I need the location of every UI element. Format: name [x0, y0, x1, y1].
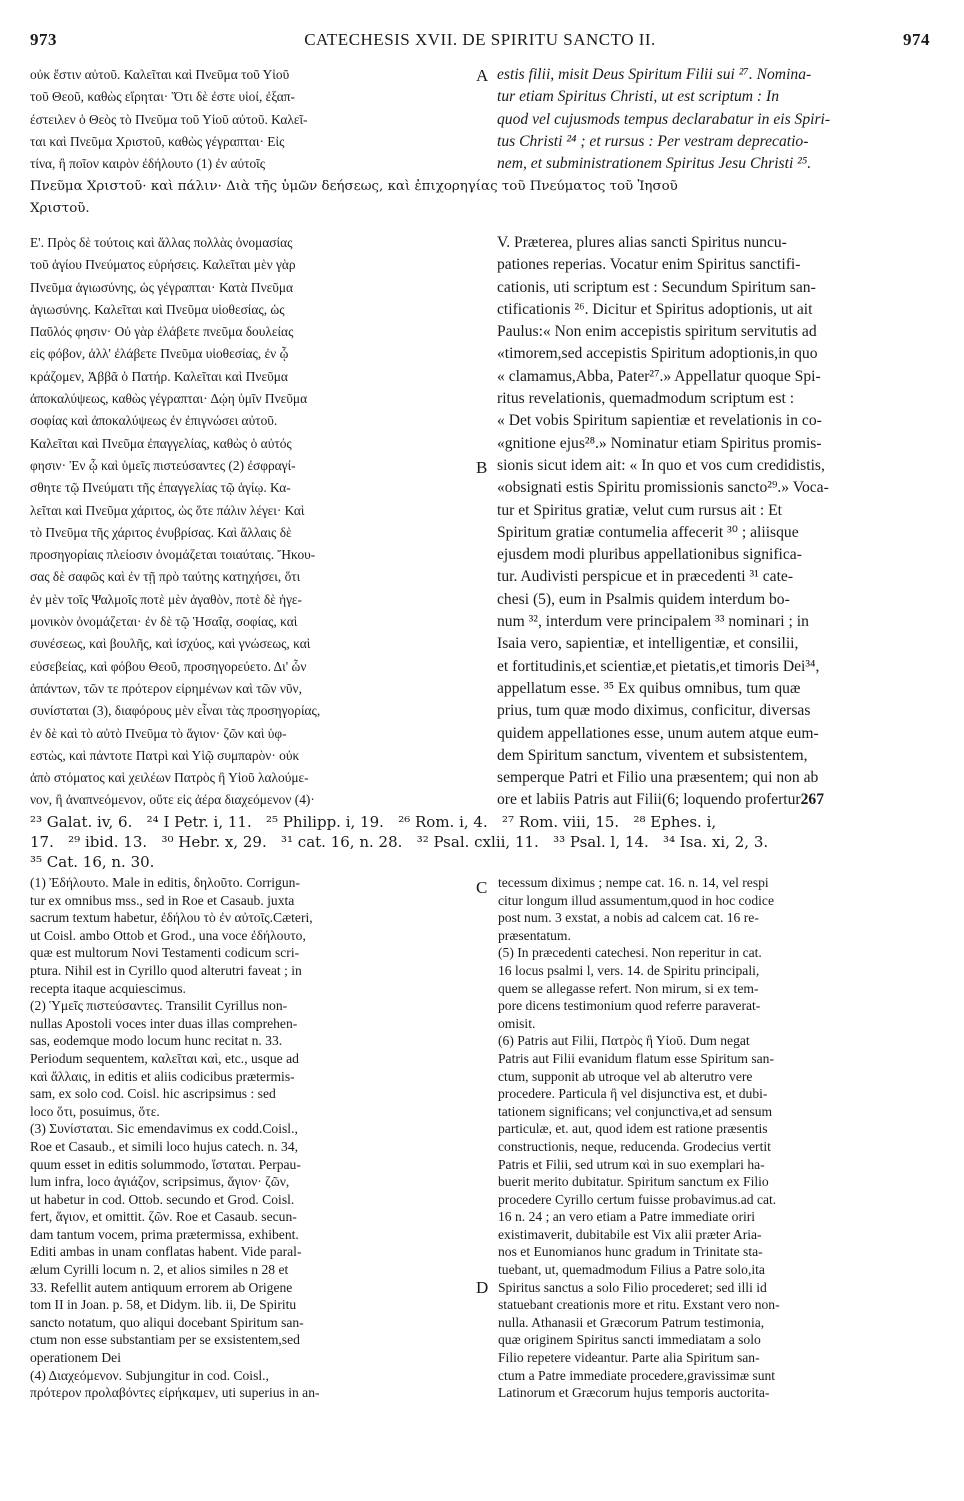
note-line: quæ est multorum Novi Testamenti codicum scri- — [30, 945, 300, 961]
note-line: sas, eodemque modo locum hunc recitat n. 33. — [30, 1033, 283, 1049]
greek-line: ἀπὸ στόματος καὶ χειλέων Πατρὸς ἢ Υἱοῦ λαλούμε- — [30, 770, 309, 786]
latin-line: quidem appellationes esse, unum autem atque eum- — [497, 724, 819, 742]
note-line: loco ὅτι, posuimus, ὅτε. — [30, 1103, 160, 1119]
note-line: πρότερον προλαβόντες εἰρήκαμεν, uti superius in an- — [30, 1385, 320, 1401]
greek-line: σας δὲ σαφῶς καὶ ἐν τῇ πρὸ ταύτης κατηχήσει, ὅτι — [30, 569, 301, 585]
greek-line: κράζομεν, Ἀββᾶ ὁ Πατήρ. Καλεῖται καὶ Πνεῦμα — [30, 368, 288, 384]
note-line: Patris aut Filii evanidum flatum esse Spiritum san- — [498, 1050, 774, 1066]
greek-line: εὐσεβείας, καὶ φόβου Θεοῦ, προσηγορεύετο. Δι' ὧν — [30, 658, 307, 674]
latin-line: dem Spiritum sanctum, viventem et subsistentem, — [497, 746, 808, 764]
greek-line: φησιν· Ἐν ᾧ καὶ ὑμεῖς πιστεύσαντες (2) ἐσφραγί- — [30, 457, 296, 473]
footnote-line: ²³ Galat. iv, 6. ²⁴ I Petr. i, 11. ²⁵ Philipp. i, 19. ²⁶ Rom. i, 4. ²⁷ Rom. viii, 15. ²⁸ Ephes. i, — [30, 813, 717, 831]
note-line: tationem significans; vel conjunctiva,et ad sensum — [498, 1103, 773, 1119]
greek-line: Ε'. Πρὸς δὲ τούτοις καὶ ἄλλας πολλὰς ὀνομασίας — [30, 235, 293, 250]
greek-line: τίνα, ἢ ποῖον καιρὸν ἐδήλουτο (1) ἐν αὐτοῖς — [30, 156, 266, 172]
note-line: ælum Cyrilli locum n. 2, et alios similes n 28 et — [30, 1262, 289, 1278]
latin-line: ejusdem modi pluribus appellationibus significa- — [497, 546, 802, 564]
note-line: Periodum sequentem, καλεῖται καὶ, etc., usque ad — [30, 1050, 299, 1066]
latin-line: Spiritum gratiæ contumelia affecerit ³⁰ ; aliisque — [497, 523, 799, 541]
note-line: recepta itaque acquiescimus. — [30, 980, 186, 996]
note-line: sam, ex solo cod. Coisl. hic ascripsimus : sed — [30, 1086, 276, 1102]
note-line: (4) Διαχεόμενον. Subjungitur in cod. Coisl., — [30, 1367, 269, 1383]
note-line: ctum, supponit ab utroque vel ab alterutro vere — [498, 1068, 753, 1084]
note-line: statuebant creationis more et ritu. Exstant vero non- — [498, 1297, 780, 1313]
note-line: Spiritus sanctus a solo Filio procederet; sed illi id — [498, 1279, 767, 1295]
margin-marker-d: D — [476, 1278, 489, 1297]
greek-line: μονικὸν ὀνομάζεται· ἐν δὲ τῷ Ἡσαΐᾳ, σοφίας, καὶ — [30, 614, 298, 630]
note-line: (3) Συνίσταται. Sic emendavimus ex codd.Coisl., — [30, 1121, 298, 1137]
note-line: (6) Patris aut Filii, Πατρὸς ἢ Υἱοῦ. Dum negat — [498, 1033, 750, 1049]
note-line: procedere. Particula ἢ vel disjunctiva est, et dubi- — [498, 1086, 768, 1102]
latin-line: ore et labiis Patris aut Filii(6; loquendo profertur267 — [497, 791, 824, 809]
footnote-line: 17. ²⁹ ibid. 13. ³⁰ Hebr. x, 29. ³¹ cat. 16, n. 28. ³² Psal. cxlii, 11. ³³ Psal. l, 14. ³⁴ Isa. xi, 2, 3. — [30, 833, 769, 851]
latin-line: tus Christi ²⁴ ; et rursus : Per vestram deprecatio- — [497, 132, 809, 150]
greek-line: τοῦ Θεοῦ, καθὼς εἴρηται· Ὅτι δὲ ἐστε υἱοί, ἐξαπ- — [30, 89, 296, 105]
latin-line: estis filii, misit Deus Spiritum Filii sui ²⁷. Nomina- — [497, 66, 812, 83]
latin-text-top — [497, 64, 935, 175]
greek-line: ἐν δὲ καὶ τὸ αὐτὸ Πνεῦμα τὸ ἅγιον· ζῶν καὶ ὑφ- — [30, 725, 287, 741]
latin-line: ctificationis ²⁶. Dicitur et Spiritus adoptionis, ut ait — [497, 300, 813, 318]
margin-marker-c: C — [476, 878, 488, 897]
page-number-right: 974 — [903, 30, 930, 49]
greek-line: συνίσταται (3), διαφόρους μὲν εἶναι τὰς προσηγορίας, — [30, 703, 321, 719]
latin-line: tur et Spiritus gratiæ, velut cum rursus ait : Et — [497, 501, 782, 519]
greek-text-full-width — [30, 176, 935, 221]
note-line: (5) In præcedenti catechesi. Non reperitur in cat. — [498, 945, 762, 961]
page-number-left: 973 — [30, 30, 57, 49]
note-line: procedere Cyrillo certum fuisse probavimus.ad cat. — [498, 1191, 777, 1207]
note-line: pore dicens testimonium quod referre paraverat- — [498, 998, 761, 1014]
note-line: ctum a Patre immediate procedere,gravissimæ sunt — [498, 1367, 776, 1383]
latin-line: num ³², interdum vere principalem ³³ nominari ; in — [497, 613, 809, 631]
greek-line: λεῖται καὶ Πνεῦμα χάριτος, ὡς ὅτε πάλιν λέγει· Καὶ — [30, 502, 305, 518]
greek-text-top — [30, 64, 488, 175]
greek-text-main — [30, 232, 488, 812]
note-line: dam tantum vocem, prima prætermissa, exhibent. — [30, 1226, 299, 1242]
note-line: ptura. Nihil est in Cyrillo quod alterutri faveat ; in — [30, 962, 302, 978]
latin-line: sionis sicut idem ait: « In quo et vos cum credidistis, — [497, 456, 825, 474]
running-title: CATECHESIS XVII. DE SPIRITU SANCTO II. — [304, 30, 656, 49]
note-line: nos et Eunomianos hunc gradum in Trinitate sta- — [498, 1244, 763, 1260]
note-line: tur ex omnibus mss., sed in Roe et Casaub. juxta — [30, 892, 295, 908]
latin-line: « Det vobis Spiritum sapientiæ et revelationis in co- — [497, 412, 822, 430]
latin-line: et fortitudinis,et scientiæ,et pietatis,et timoris Dei³⁴, — [497, 657, 820, 675]
latin-line: V. Præterea, plures alias sancti Spiritus nuncu- — [497, 234, 787, 251]
note-line: 16 n. 24 ; an vero etiam a Patre immediate oriri — [498, 1209, 756, 1225]
note-line: 16 locus psalmi l, vers. 14. de Spiritu principali, — [498, 962, 760, 978]
greek-line: τοῦ ἁγίου Πνεύματος εὑρήσεις. Καλεῖται μὲν γὰρ — [30, 257, 296, 273]
greek-line: Καλεῖται καὶ Πνεῦμα ἐπαγγελίας, καθὼς ὁ αὐτός — [30, 435, 292, 451]
note-line: quum esset in editis solummodo, ἵσταται. Perpau- — [30, 1156, 301, 1172]
latin-line: Paulus:« Non enim accepistis spiritum servitutis ad — [497, 323, 817, 341]
greek-line: ἁπάντων, τῶν τε πρότερον εἰρημένων καὶ τῶν νῦν, — [30, 680, 302, 696]
note-line: citur longum illud assumentum,quod in hoc codice — [498, 892, 774, 908]
latin-line: pationes reperias. Vocatur enim Spiritus sanctifi- — [497, 256, 801, 274]
note-line: tuebant, ut, quemadmodum Filius a Patre solo,ita — [498, 1262, 765, 1278]
greek-line: ται καὶ Πνεῦμα Χριστοῦ, καθὼς γέγραπται· Εἰς — [30, 133, 285, 149]
greek-line: νον, ἢ ἀναπνεόμενον, οὔτε εἰς ἀέρα διαχεόμενον (4)· — [30, 792, 315, 808]
note-line: (2) Ὑμεῖς πιστεύσαντες. Transilit Cyrillus non- — [30, 998, 288, 1014]
latin-text-main — [497, 232, 935, 812]
latin-line: cationis, uti scriptum est : Secundum Spiritum san- — [497, 278, 816, 296]
greek-line: Χριστοῦ. — [30, 201, 90, 217]
page-break-mark: 267 — [800, 791, 824, 809]
note-line: tecessum diximus ; nempe cat. 16. n. 14, vel respi — [498, 875, 769, 890]
latin-line: prius, tum quæ modo diximus, conficitur, diversas — [497, 702, 811, 720]
note-line: Filio repetere videantur. Parte alia Spiritum san- — [498, 1350, 760, 1366]
note-line: post num. 3 exstat, a nobis ad calcem cat. 16 re- — [498, 910, 759, 926]
greek-line: ἁγιωσύνης. Καλεῖται καὶ Πνεῦμα υἱοθεσίας, ὡς — [30, 301, 285, 317]
latin-line: semperque Patri et Filio una præsentem; qui non ab — [497, 769, 819, 787]
note-line: 33. Refellit autem antiquum errorem ab Origene — [30, 1279, 293, 1295]
note-line: existimaverit, dubitabile est Vix alii præter Aria- — [498, 1226, 762, 1242]
note-line: nulla. Athanasii et Græcorum Patrum testimonia, — [498, 1314, 765, 1330]
note-line: operationem Dei — [30, 1350, 121, 1366]
note-line: (1) Ἐδήλουτο. Male in editis, δηλοῦτο. Corrigun- — [30, 875, 300, 890]
note-line: ut Coisl. ambo Ottob et Grod., una voce ἐδήλουτο, — [30, 927, 306, 943]
greek-line: έστειλεν ὁ Θεὸς τὸ Πνεῦμα τοῦ Υἱοῦ αὐτοῦ. Καλεῖ- — [30, 111, 308, 127]
greek-line: Πνεῦμα ἁγιωσύνης, ὡς γέγραπται· Κατὰ Πνεῦμα — [30, 279, 294, 295]
greek-line: ἐν μὲν τοῖς Ψαλμοῖς ποτὲ μὲν ἀγαθὸν, ποτὲ δὲ ἡγε- — [30, 591, 302, 607]
latin-line: «obsignati estis Spiritu promissionis sancto²⁹.» Voca- — [497, 479, 829, 497]
latin-line: tur etiam Spiritus Christi, ut est scriptum : In — [497, 88, 779, 106]
greek-line: οὐκ ἔστιν αὐτοῦ. Καλεῖται καὶ Πνεῦμα τοῦ Υἱοῦ — [30, 67, 290, 82]
latin-line: « clamamus,Abba, Pater²⁷.» Appellatur quoque Spi- — [497, 367, 821, 385]
note-line: ctum non esse substantiam per se exsistentem,sed — [30, 1332, 300, 1348]
note-line: particulæ, et. aut, quod idem est ratione præsentis — [498, 1121, 768, 1137]
note-line: fert, ἅγιον, et omittit. ζῶν. Roe et Casaub. secun- — [30, 1209, 297, 1225]
greek-line: Πνεῦμα Χριστοῦ· καὶ πάλιν· Διὰ τῆς ὑμῶν δεήσεως, καὶ ἐπιχορηγίας τοῦ Πνεύματος τοῦ Ἰησοῦ — [30, 179, 678, 194]
greek-line: σοφίας καὶ ἀποκαλύψεως ἐν ἐπιγνώσει αὐτοῦ. — [30, 413, 278, 429]
greek-line: συνέσεως, καὶ βουλῆς, καὶ ἰσχύος, καὶ γνώσεως, καὶ — [30, 636, 311, 652]
footnote-line: ³⁵ Cat. 16, n. 30. — [30, 853, 155, 871]
latin-line: appellatum esse. ³⁵ Ex quibus omnibus, tum quæ — [497, 679, 801, 697]
note-line: constructionis, neque, reducenda. Grodecius vertit — [498, 1138, 771, 1154]
note-line: Roe et Casaub., et simili loco hujus catech. n. 34, — [30, 1138, 299, 1154]
note-line: Latinorum et Græcorum hujus temporis auctorita- — [498, 1385, 770, 1401]
note-line: lum infra, loco ἁγιάζον, scripsimus, ἅγιον· ζῶν, — [30, 1174, 290, 1190]
note-line: καὶ ἄλλαις, in editis et aliis codicibus prætermis- — [30, 1068, 295, 1084]
page-header — [30, 30, 930, 54]
greek-line: σθητε τῷ Πνεύματι τῆς ἐπαγγελίας τῷ ἁγίῳ. Κα- — [30, 480, 291, 496]
latin-line: tur. Audivisti perspicue et in præcedenti ³¹ cate- — [497, 568, 794, 586]
greek-line: τὸ Πνεῦμα τῆς χάριτος ἐνυβρίσας. Καὶ ἄλλαις δὲ — [30, 524, 292, 540]
greek-line: εστὼς, καὶ πάντοτε Πατρὶ καὶ Υἱῷ συμπαρὸν· οὐκ — [30, 747, 300, 763]
note-line: Editi ambas in unam conflatas habent. Vide paral- — [30, 1244, 302, 1260]
annotations-right-column — [498, 874, 938, 1402]
note-line: Patris et Filii, sed utrum καὶ in suo exemplari ha- — [498, 1156, 765, 1172]
greek-line: ἀποκαλύψεως, καθὼς γέγραπται· Δῴη ὑμῖν Πνεῦμα — [30, 391, 308, 407]
margin-marker-b: B — [476, 458, 488, 477]
note-line: sancto notatum, quo aliqui docebant Spiritum san- — [30, 1314, 304, 1330]
note-line: nullas Apostoli voces inter duas illas comprehen- — [30, 1015, 298, 1031]
greek-line: προσηγορίαις πλείοσιν ὀνομάζεται τοιαύταις. Ἤκου- — [30, 547, 316, 563]
greek-line: εἰς φόβον, ἀλλ' ἐλάβετε Πνεῦμα υἱοθεσίας, ἐν ᾧ — [30, 346, 289, 362]
latin-line: Isaia vero, sapientiæ, et intelligentiæ, et consilii, — [497, 635, 799, 653]
note-line: quem se allegasse refert. Non mirum, si ex tem- — [498, 980, 759, 996]
greek-line: Παῦλός φησιν· Οὐ γὰρ ἐλάβετε πνεῦμα δουλείας — [30, 324, 294, 340]
note-line: sacrum textum habetur, ἐδήλου τὸ ἐν αὐτοῖς.Cæteri, — [30, 910, 313, 926]
latin-line: nem, et subministrationem Spiritus Jesu Christi ²⁵. — [497, 155, 812, 173]
latin-line: «timorem,sed accepistis Spiritum adoptionis,in quo — [497, 345, 818, 363]
note-line: tom II in Joan. p. 58, et Didym. lib. ii, De Spiritu — [30, 1297, 297, 1313]
note-line: buerit merito dubitatur. Spiritum sanctum ex Filio — [498, 1174, 769, 1190]
note-line: omisit. — [498, 1015, 536, 1031]
margin-marker-a: A — [476, 66, 489, 85]
annotations-left-column — [30, 874, 474, 1402]
note-line: ut habetur in cod. Ottob. secundo et Grod. Coisl. — [30, 1191, 295, 1207]
latin-line: ritus revelationis, quemadmodum scriptum est : — [497, 390, 795, 408]
latin-line: chesi (5), eum in Psalmis quidem interdum bo- — [497, 590, 790, 608]
note-line: præsentatum. — [498, 927, 571, 943]
footnote-references — [30, 812, 935, 872]
note-line: quæ originem Spiritus sancti immediatam a solo — [498, 1332, 761, 1348]
latin-line: quod vel cujusmods tempus declarabatur in eis Spiri- — [497, 110, 831, 128]
latin-line: «gnitione ejus²⁸.» Nominatur etiam Spiritus promis- — [497, 434, 822, 452]
